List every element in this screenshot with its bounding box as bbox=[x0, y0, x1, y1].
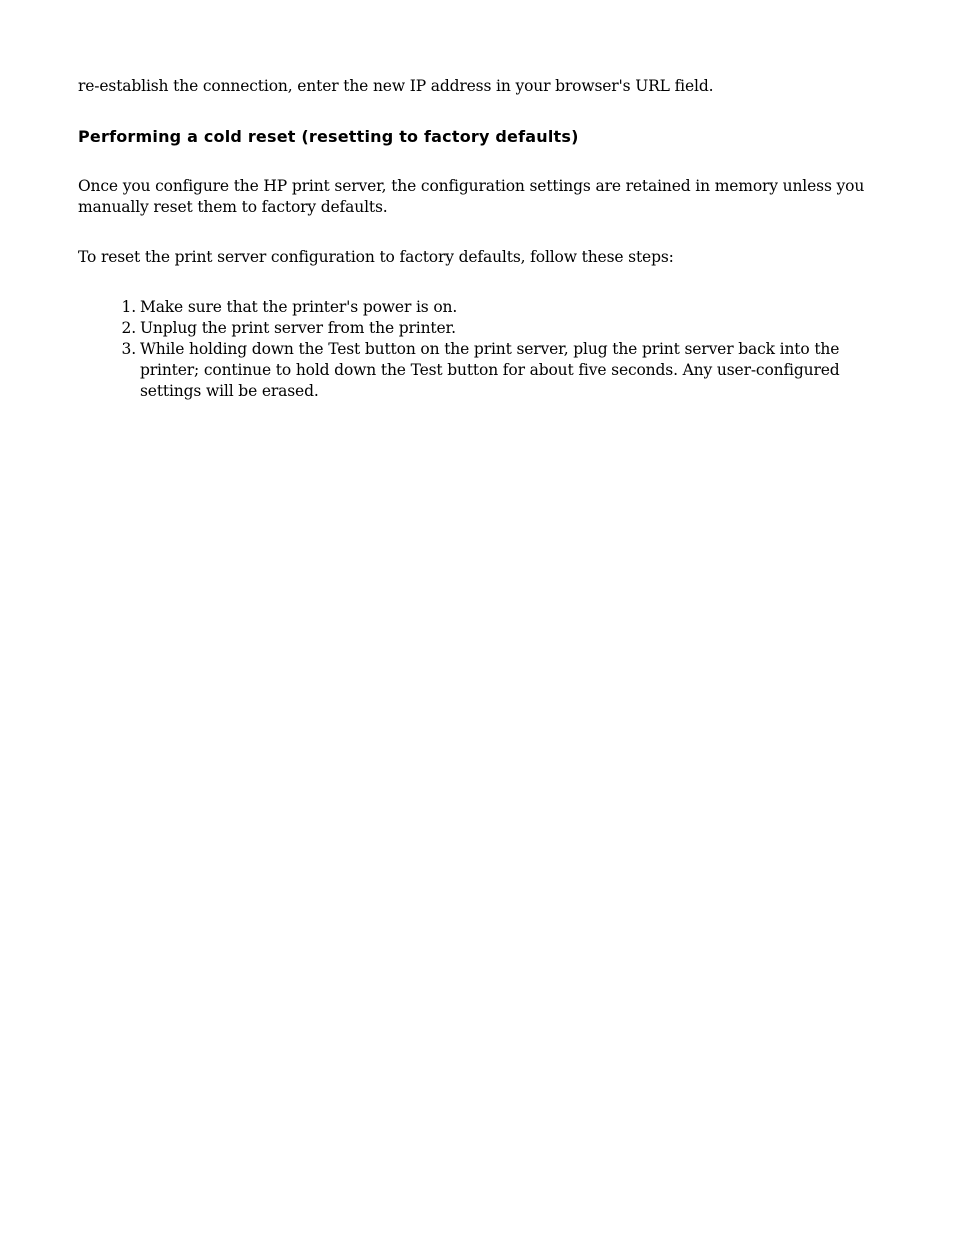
steps-intro-paragraph: To reset the print server configuration to factory defaults, follow these steps: bbox=[78, 248, 674, 266]
steps-list bbox=[78, 297, 900, 402]
section-heading: Performing a cold reset (resetting to factory defaults) bbox=[78, 127, 579, 146]
step-text: Unplug the print server from the printer. bbox=[140, 319, 456, 337]
step-number: 2. bbox=[121, 319, 136, 337]
step-number: 1. bbox=[121, 298, 136, 316]
step-text: Make sure that the printer's power is on. bbox=[140, 298, 458, 316]
retention-paragraph: Once you configure the HP print server, the configuration settings are retained in memory unless you manually reset them to factory defaults. bbox=[78, 177, 865, 216]
intro-paragraph: re-establish the connection, enter the new IP address in your browser's URL field. bbox=[78, 77, 714, 95]
list-item bbox=[121, 297, 900, 318]
step-text: While holding down the Test button on the print server, plug the print server back into the printer; continue to hold down the Test button for about five seconds. Any user-configured settings will be erased. bbox=[140, 340, 840, 400]
step-number: 3. bbox=[121, 340, 136, 358]
list-item bbox=[121, 339, 900, 402]
list-item bbox=[121, 318, 900, 339]
